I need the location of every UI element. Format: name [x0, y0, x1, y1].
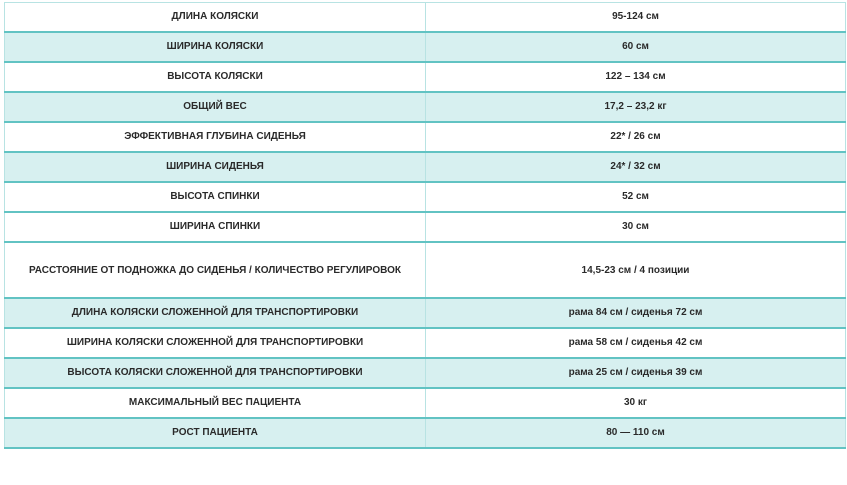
row-label: ОБЩИЙ ВЕС [5, 92, 426, 122]
row-value: 22* / 26 см [426, 122, 846, 152]
table-row [5, 92, 846, 122]
row-label: ШИРИНА СПИНКИ [5, 212, 426, 242]
row-value: 60 см [426, 32, 846, 62]
row-label: РАССТОЯНИЕ ОТ ПОДНОЖКА ДО СИДЕНЬЯ / КОЛИЧЕСТВО РЕГУЛИРОВОК [5, 242, 426, 298]
row-label: ВЫСОТА СПИНКИ [5, 182, 426, 212]
table-row [5, 122, 846, 152]
row-value: 30 кг [426, 388, 846, 418]
row-value: 17,2 – 23,2 кг [426, 92, 846, 122]
row-value: 122 – 134 см [426, 62, 846, 92]
specifications-table [4, 2, 846, 449]
row-label: ДЛИНА КОЛЯСКИ СЛОЖЕННОЙ ДЛЯ ТРАНСПОРТИРОВКИ [5, 298, 426, 328]
row-value: рама 84 см / сиденья 72 см [426, 298, 846, 328]
row-label: РОСТ ПАЦИЕНТА [5, 418, 426, 448]
row-label: ШИРИНА КОЛЯСКИ СЛОЖЕННОЙ ДЛЯ ТРАНСПОРТИРОВКИ [5, 328, 426, 358]
table-row [5, 152, 846, 182]
row-label: ВЫСОТА КОЛЯСКИ СЛОЖЕННОЙ ДЛЯ ТРАНСПОРТИРОВКИ [5, 358, 426, 388]
row-value: 52 см [426, 182, 846, 212]
row-label: ВЫСОТА КОЛЯСКИ [5, 62, 426, 92]
row-label: МАКСИМАЛЬНЫЙ ВЕС ПАЦИЕНТА [5, 388, 426, 418]
row-value: 14,5-23 см / 4 позиции [426, 242, 846, 298]
row-label: ШИРИНА КОЛЯСКИ [5, 32, 426, 62]
table-row [5, 242, 846, 298]
row-value: 80 — 110 см [426, 418, 846, 448]
row-value: рама 58 см / сиденья 42 см [426, 328, 846, 358]
table-row [5, 32, 846, 62]
row-label: ДЛИНА КОЛЯСКИ [5, 3, 426, 33]
row-value: 95-124 см [426, 3, 846, 33]
row-label: ЭФФЕКТИВНАЯ ГЛУБИНА СИДЕНЬЯ [5, 122, 426, 152]
table-row [5, 3, 846, 33]
table-row [5, 212, 846, 242]
row-label: ШИРИНА СИДЕНЬЯ [5, 152, 426, 182]
row-value: 30 см [426, 212, 846, 242]
row-value: 24* / 32 см [426, 152, 846, 182]
table-row [5, 298, 846, 328]
table-row [5, 388, 846, 418]
table-row [5, 62, 846, 92]
table-row [5, 418, 846, 448]
table-row [5, 182, 846, 212]
table-row [5, 358, 846, 388]
table-row [5, 328, 846, 358]
row-value: рама 25 см / сиденья 39 см [426, 358, 846, 388]
